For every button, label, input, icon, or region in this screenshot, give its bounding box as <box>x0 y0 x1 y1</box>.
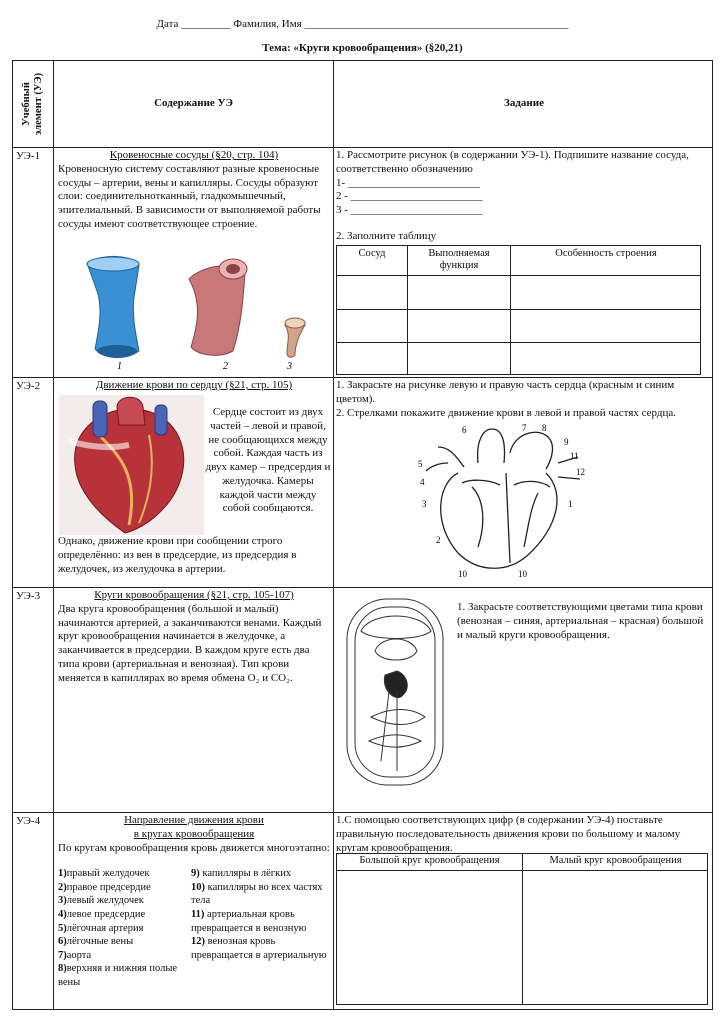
ue3-label: УЭ-3 <box>16 590 41 602</box>
ue2-title: Движение крови по сердцу (§21, стр. 105) <box>95 379 293 391</box>
table-divider <box>337 870 707 871</box>
ue1-label: УЭ-1 <box>16 150 41 162</box>
ue4-task: 1.С помощью соответствующих цифр (в содержании УЭ-4) поставьте правильную последовательность движения крови по большому и малому кругам кровообращения. <box>336 814 681 854</box>
list-item: 5)лёгочная артерия <box>58 922 144 934</box>
ue1-blank-1[interactable]: 1- ________________________ <box>336 176 480 189</box>
ue1-title: Кровеносные сосуды (§20, стр. 104) <box>109 149 279 161</box>
table-header-function: Выполняемая функция <box>428 248 490 272</box>
ue2-title-wrap <box>58 379 330 393</box>
diagram-label-6: 6 <box>462 425 467 435</box>
worksheet-table <box>12 60 713 1010</box>
ue1-text: Кровеносную систему составляют разные кровеносные сосуды – артерии, вены и капилляры. Сосуды образуют слои: соединительнотканный, гладкомышечный, эпителиальный. В зависимости от выполняемой работы сосуды имеют соответствующее строение. <box>58 162 321 230</box>
ue2-task <box>336 379 708 420</box>
list-item: 6)лёгочные вены <box>58 936 134 948</box>
ue1-blank-2[interactable]: 2 - ________________________ <box>336 190 483 203</box>
ue1-content <box>58 149 330 232</box>
list-item: 10) капилляры во всех частях тела <box>191 881 323 907</box>
heart-photo <box>59 395 204 535</box>
table-header-pulmonary: Малый круг кровообращения <box>549 855 682 866</box>
circulation-diagram[interactable] <box>341 591 451 796</box>
ue3-task: 1. Закрасьте соответствующими цветами типа крови (венозная – синяя, артериальная – красная) большой и малый круги кровообращения. <box>457 601 704 641</box>
column-divider <box>333 61 334 1009</box>
table-cell[interactable] <box>338 276 406 308</box>
ue3-title: Круги кровообращения (§21, стр. 105-107) <box>94 589 294 601</box>
ue2-task1: 1. Закрасьте на рисунке левую и правую часть сердца (красным и синим цветом). <box>336 379 675 405</box>
list-item: 8)верхняя и нижняя полые вены <box>58 963 178 989</box>
list-item: 7)аорта <box>58 949 92 961</box>
diagram-label-1: 1 <box>568 499 573 509</box>
diagram-label-3: 3 <box>422 499 427 509</box>
list-item: 4)левое предсердие <box>58 908 146 920</box>
diagram-label-2: 2 <box>436 535 441 545</box>
list-item: 12) венозная кровь превращается в артериальную <box>191 936 327 961</box>
row-divider <box>13 377 712 378</box>
ue4-title-1: Направление движения крови <box>124 814 264 826</box>
list-item: 3)левый желудочек <box>58 895 144 907</box>
systemic-answer-cell[interactable] <box>338 872 521 1004</box>
ue2-bottom-text: Однако, движение крови при сообщении строго определённо: из вен в предсердие, из предсердия в желудочек, из желудочка в артерии. <box>58 535 297 575</box>
table-divider <box>337 342 700 343</box>
table-header-systemic: Большой круг кровообращения <box>359 855 500 866</box>
table-cell[interactable] <box>511 276 700 308</box>
diagram-label-10b: 10 <box>518 569 527 579</box>
column-divider <box>53 61 54 1009</box>
ue1-task <box>336 149 708 244</box>
table-divider <box>337 309 700 310</box>
ue4-left-list <box>58 867 188 990</box>
ue4-title-2: в кругах кровообращения <box>133 827 255 840</box>
table-header-structure: Особенность строения <box>555 248 657 259</box>
ue2-task2: 2. Стрелками покажите движение крови в левой и правой частях сердца. <box>336 406 677 419</box>
artery-drawing <box>189 259 247 355</box>
list-item: 9) капилляры в лёгких <box>191 868 292 879</box>
row-divider <box>13 812 712 813</box>
ue2-side-text: Сердце состоит из двух частей – левой и правой, не сообщающихся между собой. Каждая часть из двух камер – предсердия и желудочка. Камеры каждой части между собой сообщаются. <box>205 406 331 515</box>
capillary-drawing <box>285 318 305 357</box>
heart-diagram[interactable] <box>418 423 593 581</box>
ue3-content <box>58 589 330 685</box>
circulation-sequence-table <box>336 853 708 1005</box>
diagram-label-10a: 10 <box>458 569 467 579</box>
vessel-label-3: 3 <box>287 361 292 371</box>
list-item: 2)правое предсердие <box>58 881 151 893</box>
diagram-label-8: 8 <box>542 423 547 433</box>
vessel-label-1: 1 <box>117 361 122 371</box>
diagram-label-12: 12 <box>576 467 585 477</box>
table-divider <box>522 854 523 1004</box>
ue1-blank-3[interactable]: 3 - ________________________ <box>336 204 483 216</box>
table-header-vessel: Сосуд <box>358 248 386 259</box>
ue4-label: УЭ-4 <box>16 815 41 827</box>
vein-drawing <box>87 256 139 357</box>
content-column-header: Содержание УЭ <box>154 97 233 109</box>
diagram-label-5: 5 <box>418 459 423 469</box>
vessels-figure <box>73 251 313 371</box>
diagram-label-7: 7 <box>522 423 527 433</box>
table-cell[interactable] <box>408 276 509 308</box>
ue4-content <box>58 814 330 855</box>
ue2-label: УЭ-2 <box>16 380 41 392</box>
list-item: 1)правый желудочек <box>58 868 150 879</box>
header-line: Дата _________ Фамилия, Имя ________________________________________________ <box>156 18 569 30</box>
list-item: 11) артериальная кровь превращается в венозную <box>191 908 307 934</box>
row-divider <box>13 147 712 148</box>
diagram-label-4: 4 <box>420 477 425 487</box>
ue4-intro: По кругам кровообращения кровь движется многоэтапно: <box>58 841 330 854</box>
diagram-label-9: 9 <box>564 437 569 447</box>
ue1-task1: 1. Рассмотрите рисунок (в содержании УЭ-1). Подпишите название сосуда, соответственно обозначению <box>336 149 689 175</box>
ue3-text: Два круга кровообращения (большой и малый) начинаются артерией, а заканчиваются венами. Каждый круг кровообращения начинается в желудочке, а заканчивается в предсердии. В каждом круге есть два типа крови (артериальная и венозная). Тип крови меняется в капиллярах во время обмена O₂ и CO₂. <box>58 602 322 684</box>
element-header-text: Учебный элемент (УЭ) <box>20 72 44 136</box>
vessel-label-2: 2 <box>223 361 228 371</box>
element-column-header <box>13 61 53 147</box>
diagram-label-11: 11 <box>570 451 579 461</box>
page-title: Тема: «Круги кровообращения» (§20,21) <box>262 42 463 54</box>
task-column-header: Задание <box>504 97 544 109</box>
vessels-table <box>336 245 701 375</box>
ue4-right-list <box>191 867 331 962</box>
ue1-task2: 2. Заполните таблицу <box>336 229 437 242</box>
row-divider <box>13 587 712 588</box>
pulmonary-answer-cell[interactable] <box>524 872 707 1004</box>
table-divider <box>510 246 511 374</box>
